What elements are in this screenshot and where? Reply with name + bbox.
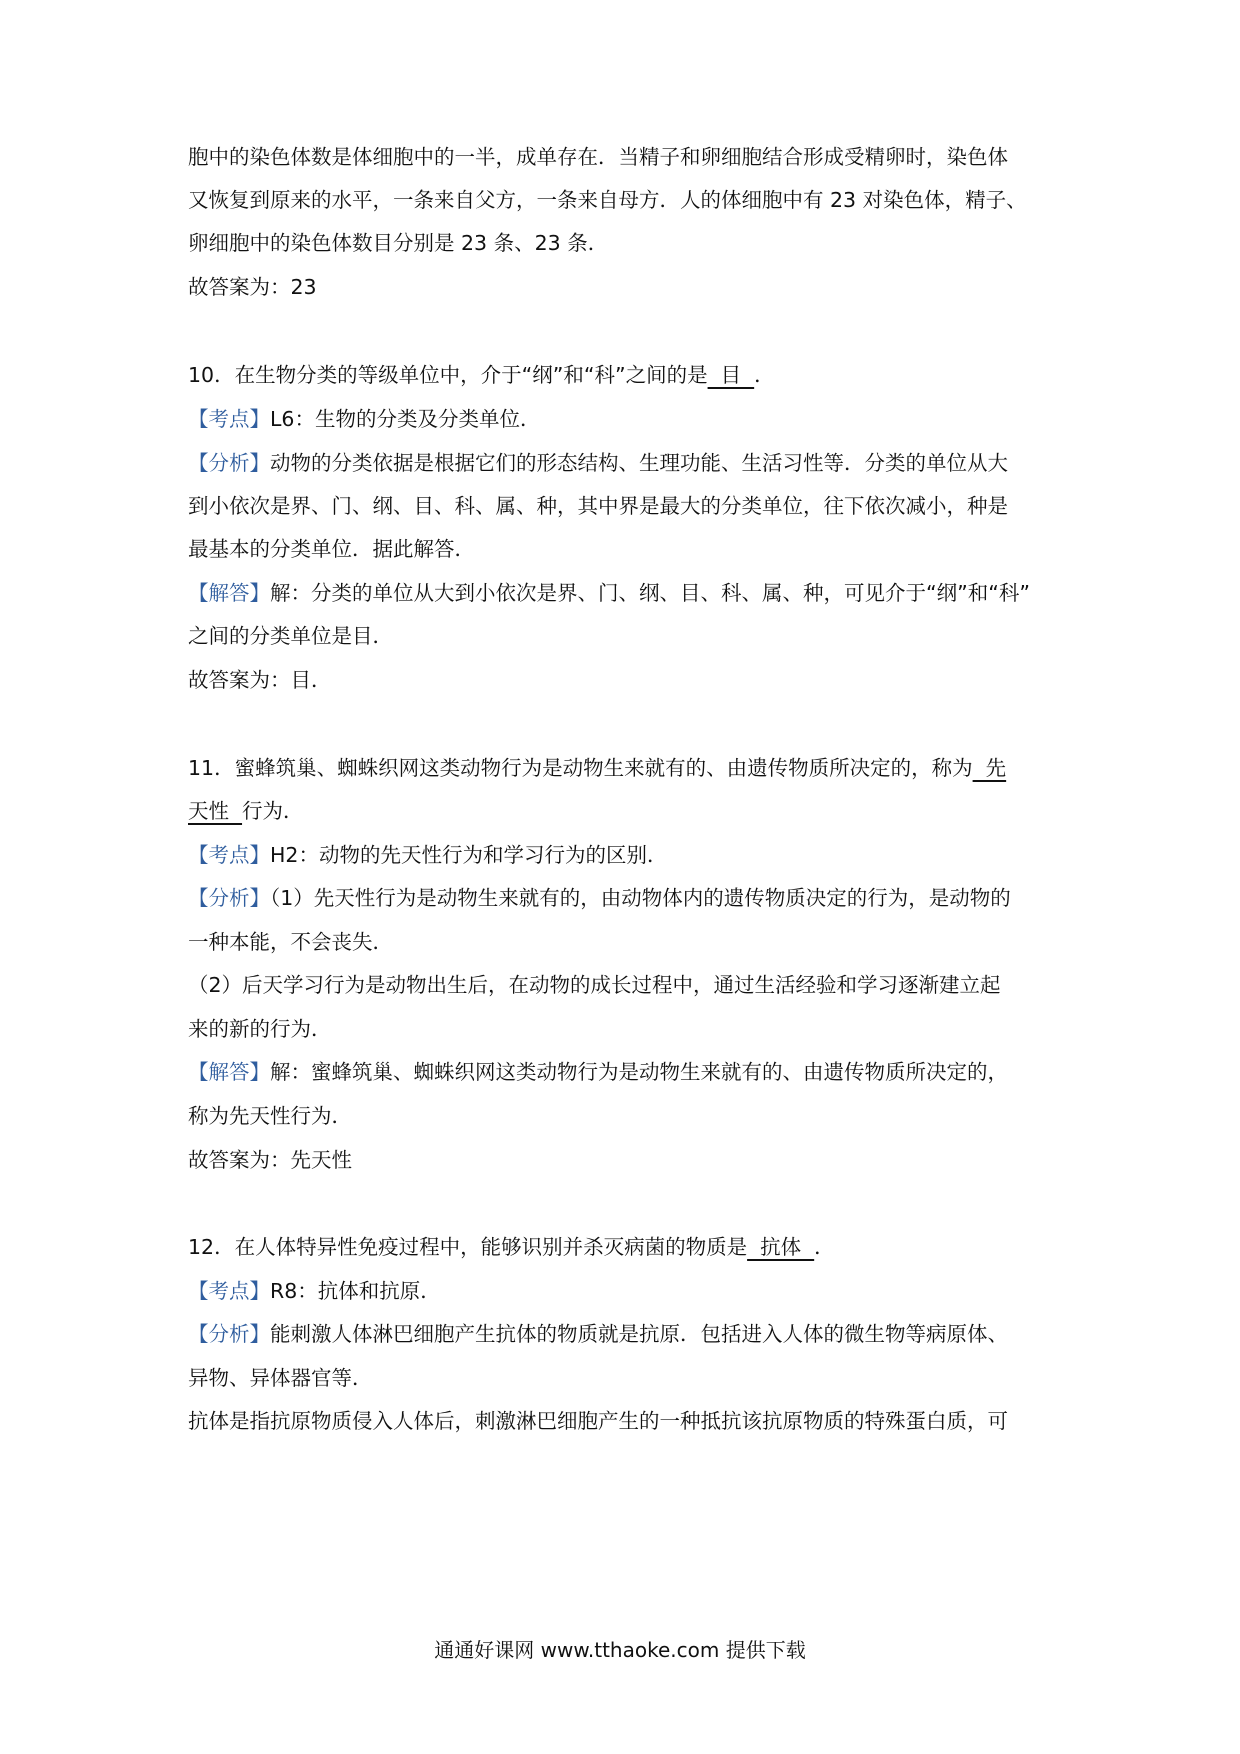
q11-jieda-2: 称为先天性行为． <box>188 1104 352 1128</box>
q11-answer: 故答案为：先天性 <box>188 1148 352 1172</box>
q11-jieda-1 <box>188 1058 1008 1086</box>
q11-stem-text: 11．蜜蜂筑巢、蜘蛛织网这类动物行为是动物生来就有的、由遗传物质所决定的，称为 <box>188 756 973 780</box>
kaodian-tag: 【考点】 <box>188 843 270 867</box>
q12-fenxi-text-1: 能刺激人体淋巴细胞产生抗体的物质就是抗原．包括进入人体的微生物等病原体、 <box>270 1322 1008 1346</box>
q11-stem-2 <box>188 797 304 825</box>
q10-fenxi-3: 最基本的分类单位．据此解答． <box>188 537 475 561</box>
kaodian-tag: 【考点】 <box>188 407 270 431</box>
prev-line-3: 卵细胞中的染色体数目分别是 23 条、23 条． <box>188 231 609 255</box>
q12-answer-blank: 抗体 <box>747 1235 815 1259</box>
prev-line-1: 胞中的染色体数是体细胞中的一半，成单存在．当精子和卵细胞结合形成受精卵时，染色体 <box>188 145 1008 169</box>
q10-kaodian-text: L6：生物的分类及分类单位． <box>270 407 541 431</box>
q12-kaodian-text: R8：抗体和抗原． <box>270 1279 441 1303</box>
q11-answer-blank-2: 天性 <box>188 799 243 823</box>
q10-stem-end: ． <box>754 363 775 387</box>
q10-fenxi-2: 到小依次是界、门、纲、目、科、属、种，其中界是最大的分类单位，往下依次减小，种是 <box>188 494 1008 518</box>
q11-jieda-text-1: 解：蜜蜂筑巢、蜘蛛织网这类动物行为是动物生来就有的、由遗传物质所决定的， <box>270 1060 1008 1084</box>
prev-answer: 故答案为：23 <box>188 275 317 299</box>
q10-stem <box>188 361 775 389</box>
q11-fenxi-4: 来的新的行为． <box>188 1017 332 1041</box>
page-footer: 通通好课网 www.tthaoke.com 提供下载 <box>434 1638 806 1662</box>
prev-line-2: 又恢复到原来的水平，一条来自父方，一条来自母方．人的体细胞中有 23 对染色体，精子、 <box>188 188 1027 212</box>
q10-fenxi-text-1: 动物的分类依据是根据它们的形态结构、生理功能、生活习性等．分类的单位从大 <box>270 451 1008 475</box>
q11-fenxi-text-1: （1）先天性行为是动物生来就有的，由动物体内的遗传物质决定的行为，是动物的 <box>270 886 1011 910</box>
kaodian-tag: 【考点】 <box>188 1279 270 1303</box>
q12-stem-text: 12．在人体特异性免疫过程中，能够识别并杀灭病菌的物质是 <box>188 1235 748 1259</box>
q12-kaodian <box>188 1277 441 1305</box>
fenxi-tag: 【分析】 <box>188 451 270 475</box>
fenxi-tag: 【分析】 <box>188 886 270 910</box>
q11-stem-end: 行为． <box>242 799 304 823</box>
q12-fenxi-2: 异物、异体器官等． <box>188 1366 373 1390</box>
q12-fenxi-3: 抗体是指抗原物质侵入人体后，刺激淋巴细胞产生的一种抵抗该抗原物质的特殊蛋白质，可 <box>188 1409 1008 1433</box>
q12-stem <box>188 1233 835 1261</box>
q11-fenxi-2: 一种本能，不会丧失． <box>188 930 393 954</box>
q11-kaodian-text: H2：动物的先天性行为和学习行为的区别． <box>270 843 668 867</box>
q10-answer: 故答案为：目． <box>188 668 332 692</box>
q10-jieda-text-1: 解：分类的单位从大到小依次是界、门、纲、目、科、属、种，可见介于“纲”和“科” <box>270 581 1030 605</box>
jieda-tag: 【解答】 <box>188 1060 270 1084</box>
q11-stem-1 <box>188 754 1006 782</box>
q11-kaodian <box>188 841 667 869</box>
q12-fenxi-1 <box>188 1320 1008 1348</box>
fenxi-tag: 【分析】 <box>188 1322 270 1346</box>
q11-fenxi-3: （2）后天学习行为是动物出生后，在动物的成长过程中，通过生活经验和学习逐渐建立起 <box>188 973 1001 997</box>
q10-jieda-1 <box>188 579 1030 607</box>
q10-kaodian <box>188 405 540 433</box>
q11-answer-blank-1: 先 <box>972 756 1007 780</box>
q10-fenxi-1 <box>188 449 1008 477</box>
q10-stem-text: 10．在生物分类的等级单位中，介于“纲”和“科”之间的是 <box>188 363 708 387</box>
q12-stem-end: ． <box>814 1235 835 1259</box>
q10-jieda-2: 之间的分类单位是目． <box>188 624 393 648</box>
jieda-tag: 【解答】 <box>188 581 270 605</box>
q10-answer-blank: 目 <box>707 363 755 387</box>
q11-fenxi-1 <box>188 884 1011 912</box>
